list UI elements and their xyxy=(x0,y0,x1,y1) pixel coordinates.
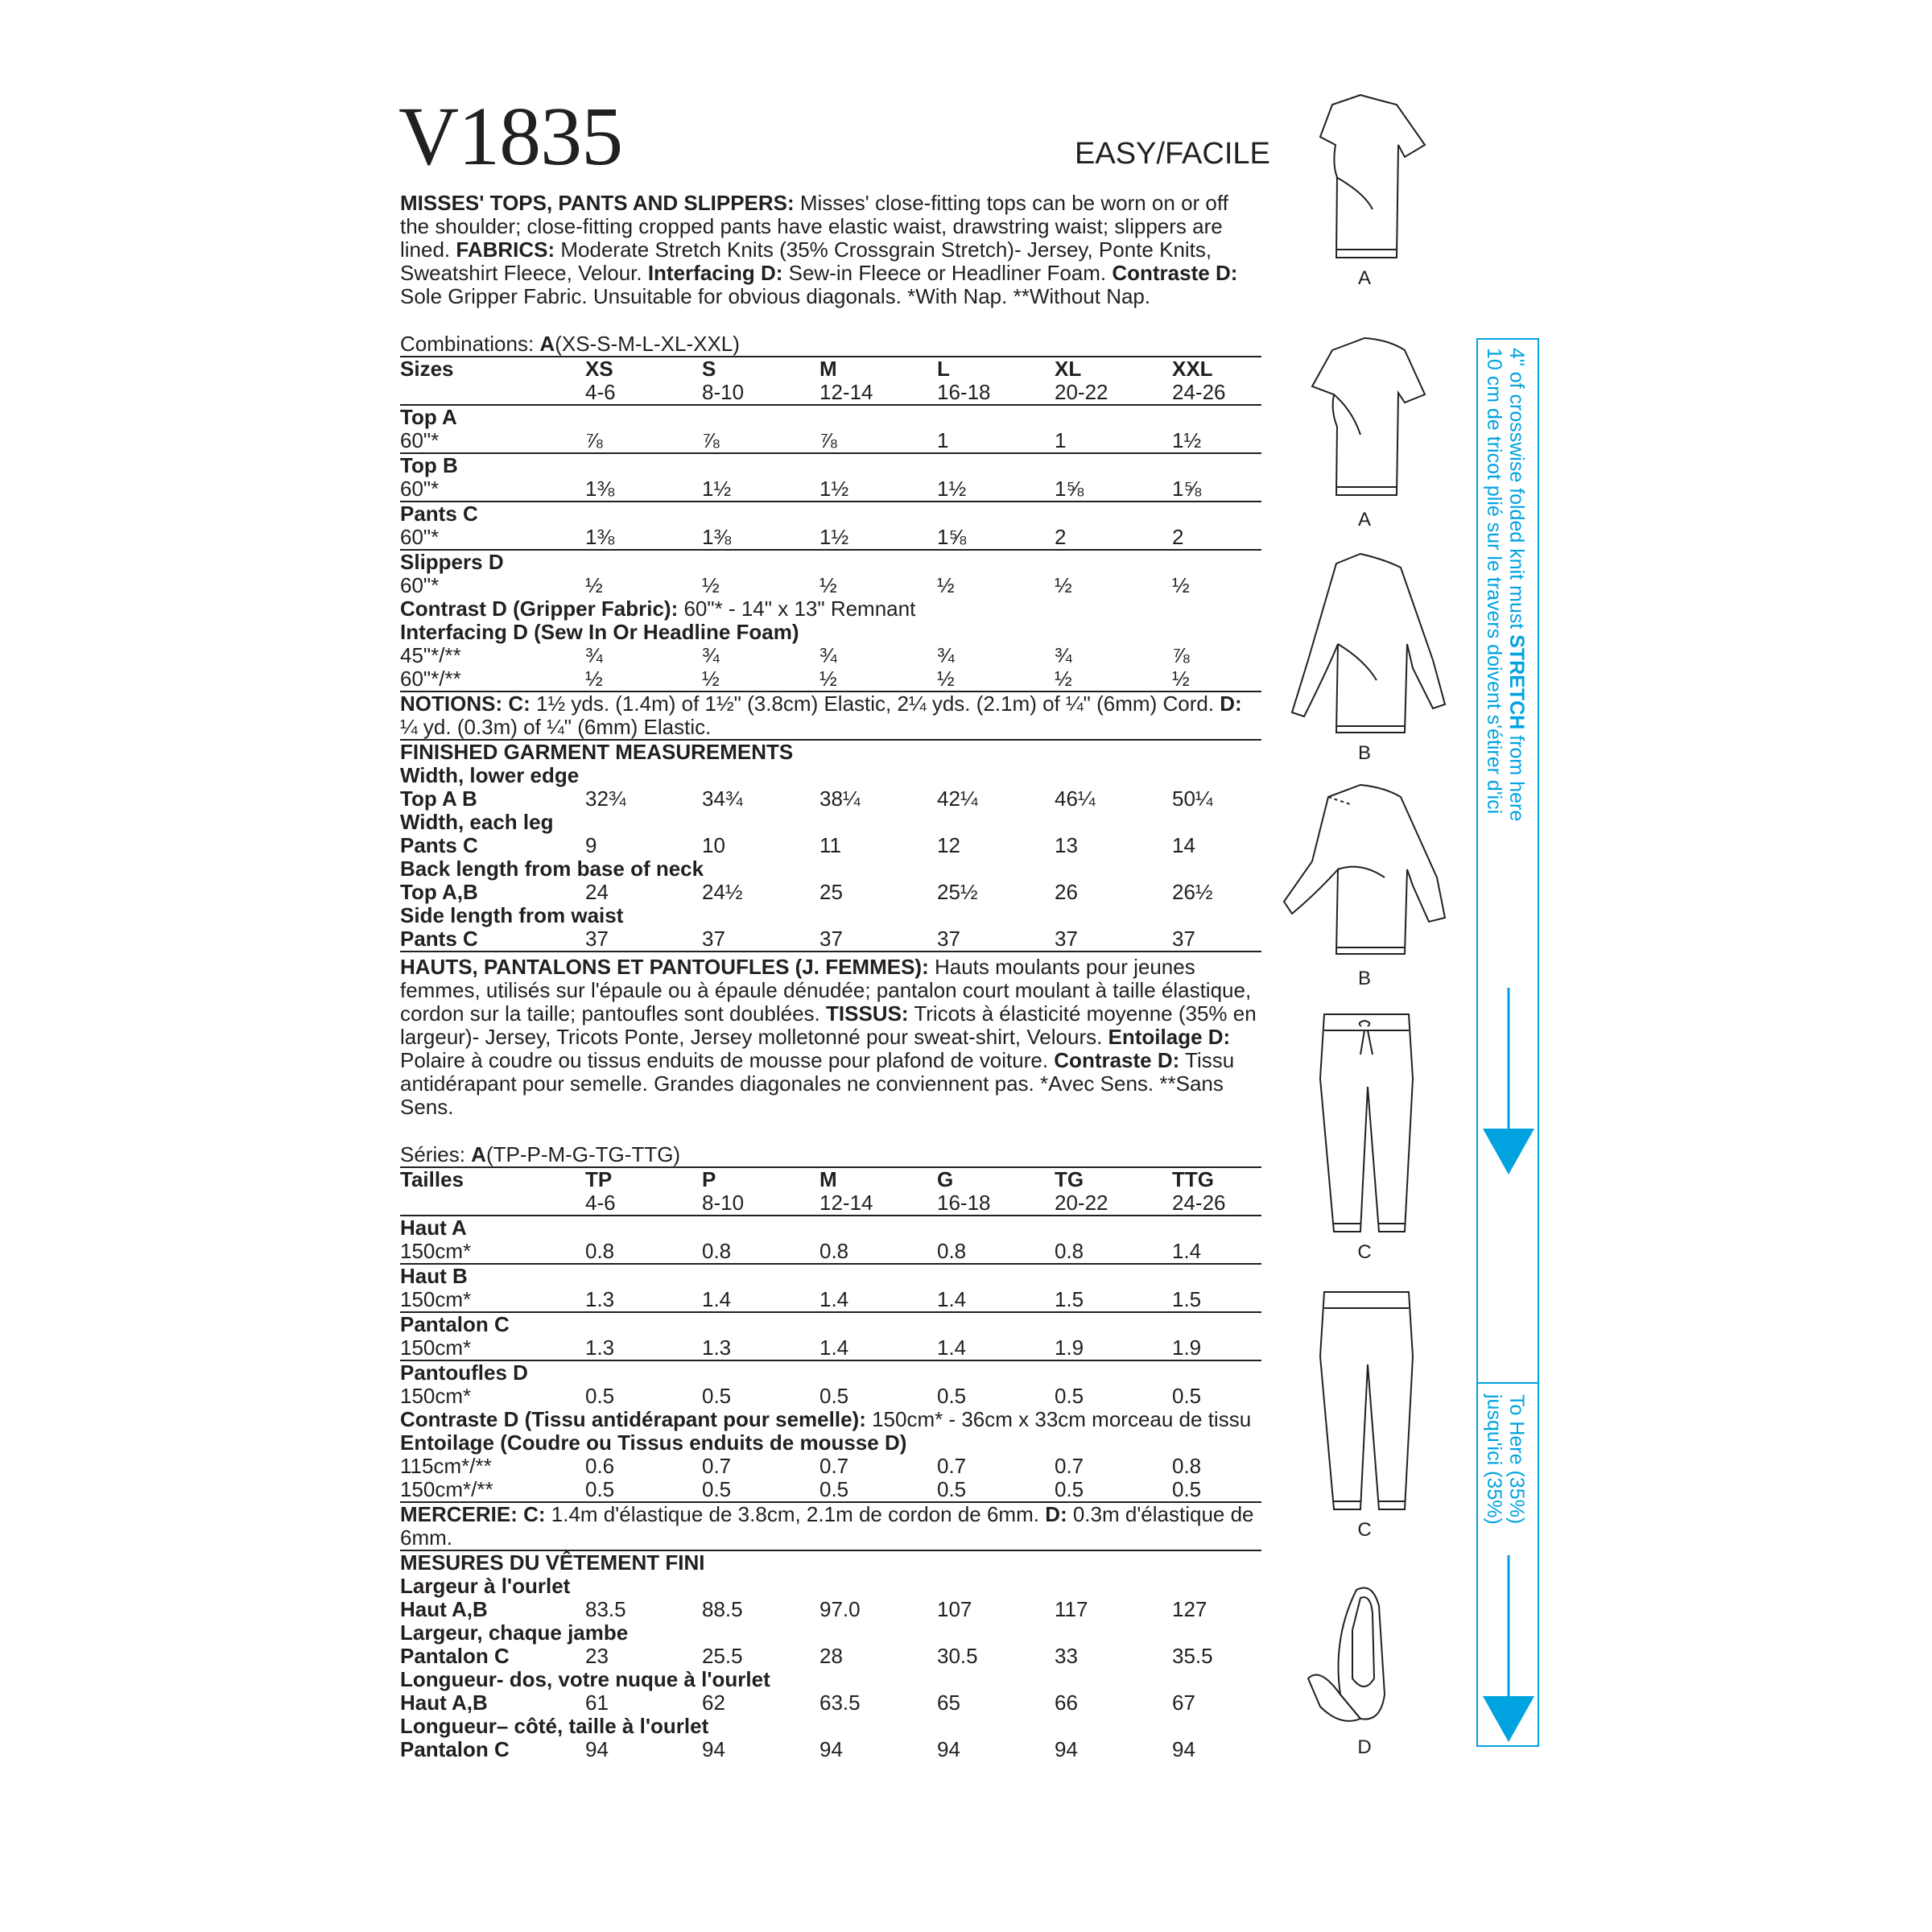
measurement-value: 94 xyxy=(1172,1737,1195,1761)
pattern-info-column xyxy=(400,192,1261,1761)
yardage-row xyxy=(400,429,1261,452)
interfacing-table xyxy=(400,1455,1261,1501)
measurement-value: 97.0 xyxy=(819,1597,861,1621)
measurement-label: Haut A,B xyxy=(400,1690,488,1715)
measurement-value: 9 xyxy=(585,833,597,857)
size-codes-row xyxy=(400,357,1261,381)
yardage-group-label: Pantoufles D xyxy=(400,1360,528,1385)
interfacing-value: 0.7 xyxy=(702,1454,732,1478)
combinations-sizes: (TP-P-M-G-TG-TTG) xyxy=(485,1142,681,1166)
measurement-value: 46¼ xyxy=(1055,786,1096,811)
fabric-width: 150cm*/** xyxy=(400,1477,493,1501)
interfacing-value: 0.5 xyxy=(1055,1477,1084,1501)
figure-label: A xyxy=(1357,267,1371,289)
combinations-prefix: Séries: xyxy=(400,1142,472,1166)
measurement-group: Longueur– côté, taille à l'ourlet xyxy=(400,1714,709,1738)
yardage-group-label: Pantalon C xyxy=(400,1312,510,1336)
notions-line xyxy=(400,1503,1261,1550)
description-bold: TISSUS: xyxy=(826,1001,909,1026)
finished-heading: MESURES DU VÊTEMENT FINI xyxy=(400,1550,705,1575)
figure-pants-c-back xyxy=(1264,1276,1465,1542)
interfacing-value: ¾ xyxy=(819,643,837,667)
measurement-label: Pants C xyxy=(400,833,478,857)
measurement-value: 25½ xyxy=(937,880,978,904)
figure-top-b-front xyxy=(1264,547,1465,765)
interfacing-value: ¾ xyxy=(1055,643,1072,667)
figure-label: C xyxy=(1357,1241,1372,1263)
interfacing-value: 0.5 xyxy=(819,1477,849,1501)
fabric-width: 150cm* xyxy=(400,1239,472,1263)
yardage-row xyxy=(400,477,1261,501)
french-section xyxy=(400,956,1261,1761)
measurement-value: 88.5 xyxy=(702,1597,743,1621)
interfacing-value: ¾ xyxy=(702,643,720,667)
yardage-value: ½ xyxy=(1055,573,1072,597)
measurement-value: 10 xyxy=(702,833,725,857)
size-code: L xyxy=(937,357,950,381)
measurement-value: 117 xyxy=(1055,1597,1088,1621)
yardage-value: ⅞ xyxy=(819,428,837,452)
measurement-value: 33 xyxy=(1055,1644,1078,1668)
description-bold: HAUTS, PANTALONS ET PANTOUFLES (J. FEMMES): xyxy=(400,955,929,979)
yardage-value: ½ xyxy=(819,573,837,597)
yardage-group-label: Haut A xyxy=(400,1216,467,1240)
measurement-row xyxy=(400,834,1261,857)
measurement-value: 37 xyxy=(819,927,843,951)
measurement-value: 50¼ xyxy=(1172,786,1213,811)
size-code: G xyxy=(937,1167,954,1191)
yardage-value: 1.5 xyxy=(1055,1287,1084,1311)
fabric-width: 150cm* xyxy=(400,1384,472,1408)
interfacing-value: ½ xyxy=(702,667,720,691)
finished-table xyxy=(400,1575,1261,1761)
interfacing-label: Interfacing D (Sew In Or Headline Foam) xyxy=(400,620,799,644)
yardage-group-label: Slippers D xyxy=(400,550,504,574)
size-range: 20-22 xyxy=(1055,380,1108,404)
combinations-sizes: (XS-S-M-L-XL-XXL) xyxy=(555,332,740,356)
yardage-value: 2 xyxy=(1055,525,1067,549)
measurement-value: 23 xyxy=(585,1644,609,1668)
fabric-width: 150cm* xyxy=(400,1335,472,1360)
interfacing-row xyxy=(400,1478,1261,1501)
pants-c-front-icon xyxy=(1284,998,1445,1240)
yardage-group-label: Haut B xyxy=(400,1264,468,1288)
size-ranges-row xyxy=(400,1191,1261,1215)
description-bold: Contraste D: xyxy=(1054,1048,1180,1072)
size-range: 16-18 xyxy=(937,380,991,404)
yardage-value: 1½ xyxy=(1172,428,1202,452)
notions-d-label: D: xyxy=(1045,1502,1067,1526)
size-codes-row xyxy=(400,1168,1261,1191)
to-here-fr: jusqu'ici (35%) xyxy=(1483,1394,1505,1525)
measurement-value: 94 xyxy=(1055,1737,1078,1761)
description-bold: FABRICS: xyxy=(456,237,555,262)
interfacing-table xyxy=(400,644,1261,691)
yardage-value: 1.4 xyxy=(937,1335,967,1360)
description-bold: Interfacing D: xyxy=(647,261,783,285)
figure-top-a-back xyxy=(1264,330,1465,531)
sizes-label: Tailles xyxy=(400,1167,464,1191)
fabric-width: 60"* xyxy=(400,477,440,501)
combinations-prefix: Combinations: xyxy=(400,332,540,356)
yardage-value: 1.3 xyxy=(585,1335,615,1360)
measurement-value: 66 xyxy=(1055,1690,1078,1715)
measurement-value: 11 xyxy=(819,833,841,857)
yardage-value: 0.8 xyxy=(819,1239,849,1263)
measurement-label: Pants C xyxy=(400,927,478,951)
fabric-width: 60"* xyxy=(400,525,440,549)
stretch-en-bold: STRETCH xyxy=(1505,634,1528,730)
contrast-text: 150cm* - 36cm x 33cm morceau de tissu xyxy=(865,1407,1252,1431)
yardage-row xyxy=(400,1240,1261,1263)
difficulty-label: EASY/FACILE xyxy=(1075,137,1270,171)
size-code: TG xyxy=(1055,1167,1084,1191)
measurement-value: 12 xyxy=(937,833,960,857)
size-code: M xyxy=(819,357,837,381)
stretch-en-tail: from here xyxy=(1505,729,1528,822)
figure-pants-c-front xyxy=(1264,998,1465,1264)
notions-text: 1½ yds. (1.4m) of 1½" (3.8cm) Elastic, 2¼ yds. (2.1m) of ¼" (6mm) Cord. xyxy=(530,691,1220,716)
pants-c-back-icon xyxy=(1284,1276,1445,1517)
measurement-value: 63.5 xyxy=(819,1690,861,1715)
size-range: 12-14 xyxy=(819,380,873,404)
yardage-value: ½ xyxy=(1172,573,1190,597)
measurement-group: Width, each leg xyxy=(400,810,554,834)
description-text: Tricots à élasticité moyenne (35% en largeur)- Jersey, Tricots Ponte, Jersey molletonné pour sweat-shirt, Velours. xyxy=(400,1001,1257,1049)
measurement-value: 67 xyxy=(1172,1690,1195,1715)
yardage-value: 1.5 xyxy=(1172,1287,1202,1311)
measurement-value: 24 xyxy=(585,880,609,904)
to-here-en: To Here (35%) xyxy=(1505,1394,1528,1525)
measurement-row xyxy=(400,1598,1261,1621)
yardage-value: 1 xyxy=(937,428,949,452)
description-bold: MISSES' TOPS, PANTS AND SLIPPERS: xyxy=(400,191,795,215)
measurement-group: Largeur à l'ourlet xyxy=(400,1574,571,1598)
interfacing-value: ¾ xyxy=(585,643,603,667)
size-code: TP xyxy=(585,1167,613,1191)
size-range: 20-22 xyxy=(1055,1191,1108,1215)
measurement-value: 83.5 xyxy=(585,1597,626,1621)
measurement-value: 62 xyxy=(702,1690,725,1715)
yardage-value: 1⅝ xyxy=(937,525,967,549)
description-text: Tissu antidérapant pour semelle. Grandes diagonales ne conviennent pas. *Avec Sens. **Sans Sens. xyxy=(400,1048,1235,1119)
yardage-value: 1.9 xyxy=(1055,1335,1084,1360)
measurement-value: 94 xyxy=(819,1737,843,1761)
size-range: 24-26 xyxy=(1172,380,1226,404)
yardage-value: 0.5 xyxy=(702,1384,732,1408)
yardage-value: 1.4 xyxy=(819,1335,849,1360)
yardage-value: 1⅝ xyxy=(1172,477,1202,501)
fabric-width: 45"*/** xyxy=(400,643,461,667)
measurement-row xyxy=(400,927,1261,951)
contrast-text: 60"* - 14" x 13" Remnant xyxy=(678,597,916,621)
yardage-value: 1⅜ xyxy=(702,525,732,549)
top-b-back-icon xyxy=(1272,773,1457,966)
figure-slipper-d xyxy=(1264,1574,1465,1759)
measurement-value: 24½ xyxy=(702,880,743,904)
stretch-gauge xyxy=(1476,338,1539,1747)
size-code: TTG xyxy=(1172,1167,1214,1191)
size-code: M xyxy=(819,1167,837,1191)
measurement-value: 38¼ xyxy=(819,786,861,811)
description-text: Sole Gripper Fabric. Unsuitable for obvious diagonals. *With Nap. **Without Nap. xyxy=(400,284,1151,308)
measurement-value: 30.5 xyxy=(937,1644,978,1668)
combinations-line xyxy=(400,332,1261,356)
fabric-width: 60"* xyxy=(400,573,440,597)
garment-illustrations xyxy=(1264,89,1465,1763)
yardage-value: 2 xyxy=(1172,525,1184,549)
measurement-value: 127 xyxy=(1172,1597,1208,1621)
notions-text: 1.4m d'élastique de 3.8cm, 2.1m de cordon de 6mm. xyxy=(545,1502,1046,1526)
top-a-back-icon xyxy=(1284,330,1445,507)
measurement-value: 14 xyxy=(1172,833,1195,857)
measurement-value: 28 xyxy=(819,1644,843,1668)
notions-d-text: ¼ yd. (0.3m) of ¼" (6mm) Elastic. xyxy=(400,715,712,739)
description-text: Polaire à coudre ou tissus enduits de mousse pour plafond de voiture. xyxy=(400,1048,1055,1072)
yardage-value: 1½ xyxy=(819,525,849,549)
interfacing-value: 0.7 xyxy=(1055,1454,1084,1478)
yardage-row xyxy=(400,526,1261,549)
measurement-value: 61 xyxy=(585,1690,609,1715)
interfacing-label: Entoilage (Coudre ou Tissus enduits de mousse D) xyxy=(400,1430,907,1455)
yardage-value: 1.4 xyxy=(702,1287,732,1311)
yardage-value: ½ xyxy=(937,573,955,597)
description-paragraph xyxy=(400,956,1261,1119)
yardage-value: 0.5 xyxy=(1172,1384,1202,1408)
yardage-value: ⅞ xyxy=(702,428,720,452)
measurement-value: 26 xyxy=(1055,880,1078,904)
to-here-arrow-icon xyxy=(1481,1555,1538,1744)
size-code: XS xyxy=(585,357,613,381)
measurement-value: 35.5 xyxy=(1172,1644,1213,1668)
yardage-value: ½ xyxy=(585,573,603,597)
contrast-line xyxy=(400,1408,1261,1431)
yardage-value: 0.5 xyxy=(585,1384,615,1408)
measurement-row xyxy=(400,1738,1261,1761)
interfacing-value: ½ xyxy=(937,667,955,691)
figure-label: A xyxy=(1357,509,1371,530)
size-range: 8-10 xyxy=(702,380,745,404)
description-text: Sew-in Fleece or Headliner Foam. xyxy=(782,261,1113,285)
yardage-value: 0.5 xyxy=(937,1384,967,1408)
yardage-value: 1⅜ xyxy=(585,525,615,549)
yardage-value: 1.9 xyxy=(1172,1335,1202,1360)
measurement-value: 37 xyxy=(1055,927,1078,951)
measurement-row xyxy=(400,787,1261,811)
sizes-label: Sizes xyxy=(400,357,454,381)
yardage-group-label: Top B xyxy=(400,453,458,477)
measurement-value: 42¼ xyxy=(937,786,978,811)
measurement-value: 13 xyxy=(1055,833,1078,857)
description-paragraph xyxy=(400,192,1261,308)
notions-d-label: D: xyxy=(1220,691,1242,716)
finished-heading: FINISHED GARMENT MEASUREMENTS xyxy=(400,740,794,764)
yardage-value: 1 xyxy=(1055,428,1067,452)
finished-table xyxy=(400,764,1261,951)
measurement-value: 37 xyxy=(585,927,609,951)
size-code: XL xyxy=(1055,357,1082,381)
yardage-table xyxy=(400,1216,1261,1408)
notions-label: MERCERIE: C: xyxy=(400,1502,546,1526)
measurement-group: Side length from waist xyxy=(400,903,624,927)
size-code: XXL xyxy=(1172,357,1213,381)
measurement-label: Top A B xyxy=(400,786,477,811)
notions-d-text: 0.3m d'élastique de 6mm. xyxy=(400,1502,1254,1550)
table-rule xyxy=(400,951,1261,952)
yardage-value: 0.8 xyxy=(702,1239,732,1263)
measurement-value: 32¾ xyxy=(585,786,626,811)
interfacing-value: 0.8 xyxy=(1172,1454,1202,1478)
description-text: Misses' close-fitting tops can be worn on or off the shoulder; close-fitting cropped pants have elastic waist, drawstring waist; slippers are lined. xyxy=(400,191,1228,262)
interfacing-value: ⅞ xyxy=(1172,643,1190,667)
interfacing-value: 0.6 xyxy=(585,1454,615,1478)
fabric-width: 60"*/** xyxy=(400,667,461,691)
yardage-value: 1.3 xyxy=(702,1335,732,1360)
measurement-value: 94 xyxy=(702,1737,725,1761)
yardage-value: 1⅝ xyxy=(1055,477,1084,501)
notions-line xyxy=(400,692,1261,739)
figure-top-a-front xyxy=(1264,89,1465,290)
interfacing-value: ½ xyxy=(1172,667,1190,691)
size-code: P xyxy=(702,1167,716,1191)
fabric-width: 60"* xyxy=(400,428,440,452)
figure-label: B xyxy=(1357,968,1371,989)
measurement-value: 94 xyxy=(585,1737,609,1761)
interfacing-value: 0.5 xyxy=(1172,1477,1202,1501)
contrast-line xyxy=(400,597,1261,621)
combinations-letter: A xyxy=(471,1142,486,1166)
stretch-en-lead: 4" of crosswise folded knit must xyxy=(1505,348,1528,635)
stretch-instruction-en xyxy=(1505,348,1528,821)
yardage-value: 1⅜ xyxy=(585,477,615,501)
interfacing-value: ½ xyxy=(585,667,603,691)
yardage-value: 0.8 xyxy=(1055,1239,1084,1263)
description-bold: Entoilage D: xyxy=(1108,1025,1231,1049)
yardage-value: ½ xyxy=(702,573,720,597)
interfacing-value: 0.5 xyxy=(585,1477,615,1501)
measurement-value: 26½ xyxy=(1172,880,1213,904)
contrast-label: Contrast D (Gripper Fabric): xyxy=(400,597,679,621)
yardage-value: 1½ xyxy=(702,477,732,501)
figure-label: C xyxy=(1357,1519,1372,1541)
yardage-value: 1.4 xyxy=(937,1287,967,1311)
size-range: 12-14 xyxy=(819,1191,873,1215)
measurement-label: Top A,B xyxy=(400,880,478,904)
measurement-group: Largeur, chaque jambe xyxy=(400,1620,629,1645)
measurement-value: 34¾ xyxy=(702,786,743,811)
measurement-group: Width, lower edge xyxy=(400,763,580,787)
size-range: 8-10 xyxy=(702,1191,745,1215)
interfacing-row xyxy=(400,1455,1261,1478)
size-ranges-row xyxy=(400,381,1261,404)
size-range: 16-18 xyxy=(937,1191,991,1215)
stretch-instruction-fr: 10 cm de tricot plié sur le travers doivent s'étirer d'ici xyxy=(1483,348,1505,815)
size-range: 4-6 xyxy=(585,1191,616,1215)
yardage-group-label: Pants C xyxy=(400,502,478,526)
yardage-row xyxy=(400,574,1261,597)
interfacing-value: ½ xyxy=(1055,667,1072,691)
measurement-value: 25 xyxy=(819,880,843,904)
fabric-width: 115cm*/** xyxy=(400,1454,492,1478)
yardage-row xyxy=(400,1336,1261,1360)
interfacing-row xyxy=(400,644,1261,667)
size-range: 4-6 xyxy=(585,380,616,404)
measurement-row xyxy=(400,881,1261,904)
measurement-value: 37 xyxy=(1172,927,1195,951)
measurement-label: Pantalon C xyxy=(400,1737,510,1761)
measurement-group: Longueur- dos, votre nuque à l'ourlet xyxy=(400,1667,770,1691)
contrast-label: Contraste D (Tissu antidérapant pour semelle): xyxy=(400,1407,866,1431)
size-code: S xyxy=(702,357,716,381)
measurement-row xyxy=(400,1691,1261,1715)
interfacing-value: ¾ xyxy=(937,643,955,667)
yardage-value: 0.5 xyxy=(819,1384,849,1408)
interfacing-value: 0.7 xyxy=(937,1454,967,1478)
figure-label: D xyxy=(1357,1736,1372,1758)
measurement-value: 25.5 xyxy=(702,1644,743,1668)
description-text: Moderate Stretch Knits (35% Crossgrain Stretch)- Jersey, Ponte Knits, Sweatshirt Fleece, Velour. xyxy=(400,237,1212,285)
measurement-group: Back length from base of neck xyxy=(400,857,704,881)
yardage-value: 0.8 xyxy=(585,1239,615,1263)
measurement-value: 37 xyxy=(702,927,725,951)
yardage-value: 1½ xyxy=(819,477,849,501)
yardage-value: 0.8 xyxy=(937,1239,967,1263)
interfacing-value: 0.5 xyxy=(702,1477,732,1501)
measurement-label: Haut A,B xyxy=(400,1597,488,1621)
yardage-value: ⅞ xyxy=(585,428,603,452)
top-b-front-icon xyxy=(1272,547,1457,741)
top-a-front-icon xyxy=(1284,89,1445,266)
size-range: 24-26 xyxy=(1172,1191,1226,1215)
yardage-table xyxy=(400,406,1261,597)
yardage-row xyxy=(400,1288,1261,1311)
yardage-row xyxy=(400,1385,1261,1408)
interfacing-row xyxy=(400,667,1261,691)
measurement-row xyxy=(400,1645,1261,1668)
description-text: Hauts moulants pour jeunes femmes, utilisés sur l'épaule ou à épaule dénudée; pantalon court moulant à taille élastique, cordon sur la taille; pantoufles sont doublées. xyxy=(400,955,1252,1026)
fabric-width: 150cm* xyxy=(400,1287,472,1311)
yardage-value: 1.4 xyxy=(819,1287,849,1311)
yardage-value: 1.3 xyxy=(585,1287,615,1311)
description-bold: Contraste D: xyxy=(1112,261,1238,285)
interfacing-value: 0.5 xyxy=(937,1477,967,1501)
measurement-value: 65 xyxy=(937,1690,960,1715)
slipper-d-icon xyxy=(1284,1574,1445,1735)
measurement-value: 94 xyxy=(937,1737,960,1761)
figure-label: B xyxy=(1357,742,1371,764)
interfacing-value: ½ xyxy=(819,667,837,691)
combinations-line xyxy=(400,1143,1261,1166)
measurement-value: 107 xyxy=(937,1597,972,1621)
stretch-arrow-icon xyxy=(1481,988,1538,1177)
stretch-divider xyxy=(1478,1382,1538,1384)
combinations-letter: A xyxy=(539,332,555,356)
notions-label: NOTIONS: C: xyxy=(400,691,530,716)
yardage-value: 1½ xyxy=(937,477,967,501)
yardage-value: 1.4 xyxy=(1172,1239,1202,1263)
pattern-number: V1835 xyxy=(398,90,623,183)
measurement-label: Pantalon C xyxy=(400,1644,510,1668)
measurement-value: 37 xyxy=(937,927,960,951)
english-section xyxy=(400,192,1261,952)
yardage-group-label: Top A xyxy=(400,405,457,429)
interfacing-value: 0.7 xyxy=(819,1454,849,1478)
yardage-value: 0.5 xyxy=(1055,1384,1084,1408)
figure-top-b-back xyxy=(1264,773,1465,990)
